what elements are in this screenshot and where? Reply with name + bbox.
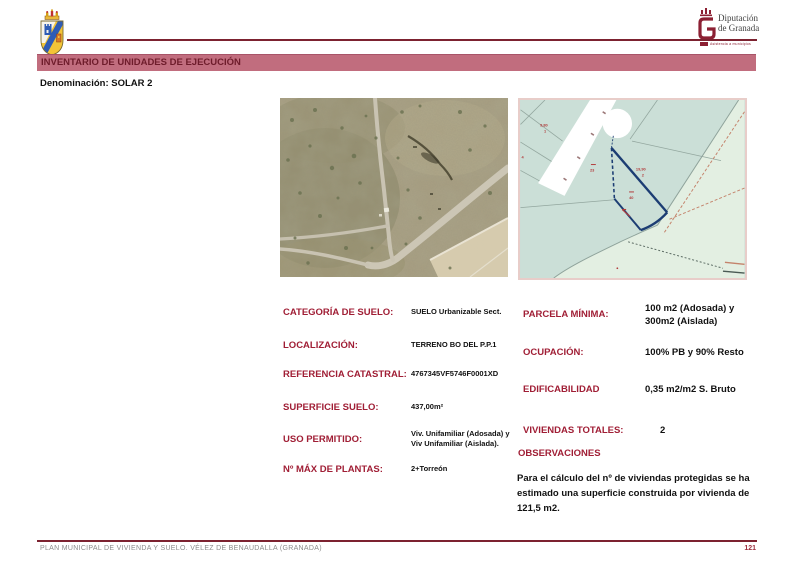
field-row-ref-catastral [283,369,521,380]
diputacion-logo [697,6,767,50]
field-value: SUELO Urbanizable Sect. [411,307,502,316]
field-value: 100% PB y 90% Resto [645,347,744,358]
field-label: PARCELA MÍNIMA: [523,309,609,320]
field-label: EDIFICABILIDAD [523,384,600,395]
observations-text: Para el cálculo del nº de viviendas protegidas se ha estimado una superficie construida por vivienda de 121,5 m2. [517,473,750,514]
footer-page-number: 121 [744,545,756,552]
parcel-label: 4 [521,154,524,160]
municipal-shield-icon [37,7,67,57]
field-value: TERRENO BO DEL P.P.1 [411,340,497,349]
denomination-label: Denominación: SOLAR 2 [40,78,153,89]
field-label: VIVIENDAS TOTALES: [523,425,624,436]
field-value: 0,35 m2/m2 S. Bruto [645,384,736,395]
field-row-viviendas [523,425,768,438]
field-label: LOCALIZACIÓN: [283,340,358,351]
field-row-uso [283,429,511,449]
field-row-superficie [283,402,521,413]
field-row-plantas [283,464,521,475]
aerial-photo-image [280,98,508,277]
footer-text: PLAN MUNICIPAL DE VIVIENDA Y SUELO. VÉLEZ DE BENAUDALLA (GRANADA) [40,545,322,552]
header-rule [67,39,757,41]
cadastral-map-svg [520,100,745,278]
field-value: 2+Torreón [411,464,448,473]
parcel-label: 40 [629,194,634,200]
diputacion-g-crown-icon [697,6,717,42]
field-label: REFERENCIA CATASTRAL: [283,369,407,380]
parcel-label: 9,80 [540,122,548,128]
field-row-ocupacion [523,347,760,360]
parcel-label: 1 [543,128,547,134]
crown [45,9,59,19]
cadastral-map-image [518,98,747,280]
title-bar-text: INVENTARIO DE UNIDADES DE EJECUCIÓN [41,57,241,68]
field-label: CATEGORÍA DE SUELO: [283,307,394,318]
parcel-label: 19,90 [635,166,646,172]
field-value: 437,00m² [411,402,444,411]
field-label: OCUPACIÓN: [523,347,584,358]
title-bar [37,54,756,71]
logo-tagline-dash [700,42,708,46]
shield-body [41,20,63,55]
field-value: 2 [660,425,666,436]
field-value: Viv. Unifamiliar (Adosada) y Viv Unifamiliar (Aislada). [411,429,510,448]
logo-org-name-line2: de Granada [718,22,760,33]
field-label: Nº MÁX DE PLANTAS: [283,464,383,475]
field-row-localizacion [283,340,521,351]
parcel-label: 2 [641,172,644,178]
field-value: 100 m2 (Adosada) y 300m2 (Aislada) [645,303,735,327]
observations-title: OBSERVACIONES [518,448,601,459]
logo-tagline: Asistencia a municipios [710,42,751,46]
parcel-label: 23 [589,167,595,173]
field-label: USO PERMITIDO: [283,434,363,445]
field-row-parcela-minima [523,303,753,328]
field-row-edificabilidad [523,384,760,397]
field-row-categoria [283,307,521,318]
logo-org-name [718,14,759,33]
footer-rule [37,540,757,542]
field-label: SUPERFICIE SUELO: [283,402,379,413]
field-value: 4767345VF5746F0001XD [411,369,499,378]
logo-org-name-line1: Diputación [718,13,758,23]
